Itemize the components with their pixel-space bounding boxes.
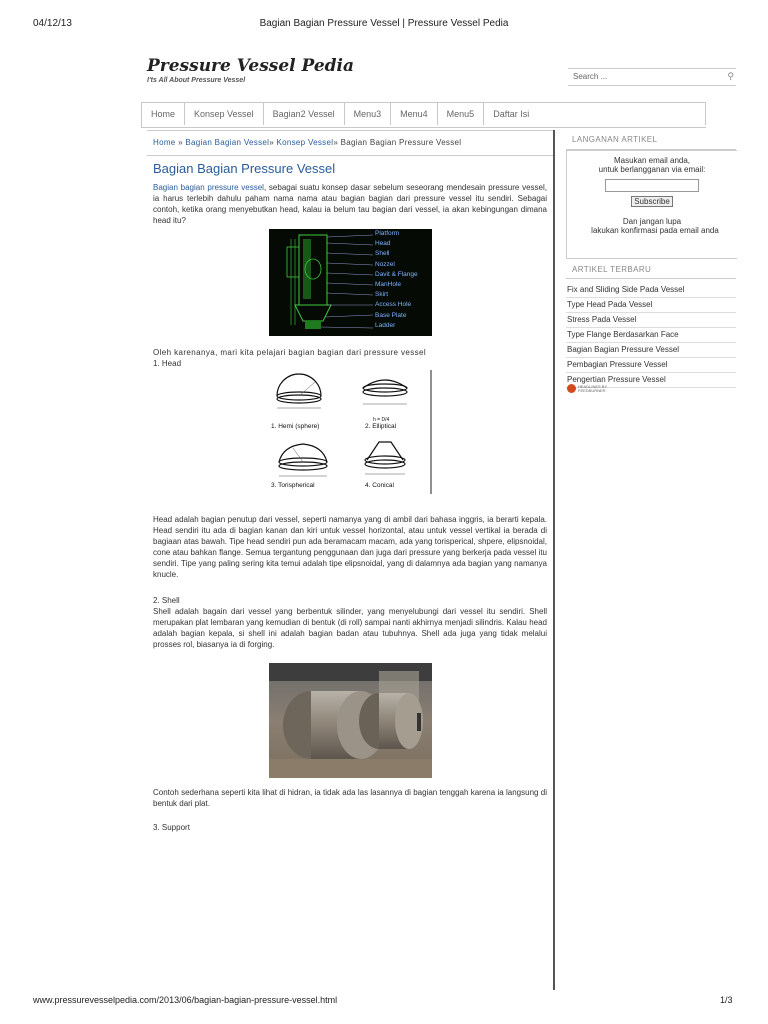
subscribe-header: LANGANAN ARTIKEL (572, 135, 658, 144)
label-nozzel: Nozzel (375, 260, 395, 268)
subscribe-note1: Dan jangan lupa (622, 217, 682, 226)
intro-link[interactable]: Bagian bagian pressure vessel (153, 183, 264, 192)
content-divider (553, 130, 555, 990)
intro-text: , sebagai suatu konsep dasar sebelum seseorang mendesain pressure vessel, ia harus terlebih dahulu paham nama nama atau bagian bagian dari pressure vessel itu sendiri. Sebagai contoh, ketika orang menyebutkan head, kalau ia belum tau bagian dari vessel, ia akan kebingungan dimana head itu? (153, 183, 547, 225)
recent-articles (566, 283, 736, 388)
label-ladder: Ladder (375, 321, 396, 329)
nav-bagian2-vessel[interactable]: Bagian2 Vessel (264, 103, 345, 125)
shell-photo (269, 663, 432, 778)
search-input[interactable] (568, 68, 736, 86)
breadcrumb-current: Bagian Bagian Pressure Vessel (340, 138, 462, 147)
post-title[interactable]: Bagian Bagian Pressure Vessel (153, 161, 336, 176)
head-types-diagram (263, 368, 433, 494)
site-title[interactable]: Pressure Vessel Pedia (147, 56, 355, 76)
head-type-torispherical: 3. Torispherical (271, 482, 315, 489)
heading-support: 3. Support (153, 823, 190, 832)
diagram-labels (375, 229, 418, 331)
subscribe-line1: Masukan email anda, (613, 156, 691, 165)
search-placeholder: Search ... (573, 72, 608, 81)
breadcrumb-konsep-vessel[interactable]: Konsep Vessel (276, 138, 334, 147)
main-nav (141, 102, 706, 128)
nav-konsep-vessel[interactable]: Konsep Vessel (185, 103, 264, 125)
breadcrumb-sep: » (333, 138, 339, 147)
head-paragraph: Head adalah bagian penutup dari vessel, seperti namanya yang di ambil dari bahasa inggris, ia berarti kepala. Head sendiri itu ada di bagian kanan dan kiri untuk vessel horizontal, atau untuk vessel vertikal ia berada di bagiaan atas bawah. Tipe head sendiri pun ada beramacam macam, ada yang torisperical, shpere, elipsnoidal, cone atau bahkan flange. Semua tergantung penggunaan dan juga dari pressure yang berkerja pada vessel itu sendiri. Tipe yang paling sering kita temui adalah tipe elipsnoidal, yang di dalamnya ada bagian yang namanya knucle. (153, 515, 547, 579)
heading-head: 1. Head (153, 359, 182, 368)
nav-menu5[interactable]: Menu5 (438, 103, 485, 125)
breadcrumb-home[interactable]: Home (153, 138, 176, 147)
feedburner-badge[interactable] (567, 384, 607, 393)
breadcrumb (153, 138, 461, 147)
subscribe-line2: untuk berlangganan via email: (598, 165, 706, 174)
nav-menu3[interactable]: Menu3 (345, 103, 392, 125)
article-link[interactable]: Type Head Pada Vessel (566, 298, 736, 313)
feedburner-icon (567, 384, 576, 393)
shell-paragraph: Shell adalah bagain dari vessel yang berbentuk silinder, yang menyelubungi dari vessel itu sendiri. Shell merupakan plat lembaran yang kemudian di bentuk (di roll) sampai nanti akhirnya menjadi silindris. Kalau head adalah bagian kepala, si shell ini adalah bagian badan atau tubuhnya. Shell ada juga yang tidak melalui prosses rol, biasanya ia di forging. (153, 607, 547, 649)
post-intro (153, 182, 547, 226)
email-field[interactable] (605, 179, 699, 192)
recent-widget-header (566, 260, 736, 279)
label-skirt: Skirt (375, 291, 388, 299)
search-icon[interactable]: ⚲ (727, 71, 734, 81)
label-manhole: ManHole (375, 281, 402, 289)
head-type-hemi: 1. Hemi (sphere) (271, 423, 320, 430)
print-title: Bagian Bagian Pressure Vessel | Pressure Vessel Pedia (259, 18, 509, 29)
article-link[interactable]: Bagian Bagian Pressure Vessel (566, 343, 736, 358)
breadcrumb-bagian-vessel[interactable]: Bagian Bagian Vessel (185, 138, 270, 147)
label-head: Head (375, 240, 391, 248)
head-type-conical: 4. Conical (365, 482, 394, 489)
label-base-plate: Base Plate (375, 311, 407, 319)
subscribe-widget (566, 150, 737, 259)
nav-home[interactable]: Home (142, 103, 185, 125)
label-access-hole: Access Hole (375, 301, 412, 309)
lead-text: Oleh karenanya, mari kita pelajari bagian bagian dari pressure vessel (153, 348, 427, 357)
head-type-elliptical: 2. Elliptical (365, 423, 397, 430)
breadcrumb-sep: » (269, 138, 274, 147)
print-date: 04/12/13 (33, 18, 72, 29)
label-davit: Davit & Flange (375, 270, 418, 278)
article-link[interactable]: Stress Pada Vessel (566, 313, 736, 328)
article-link[interactable]: Pengertian Pressure Vessel (566, 373, 736, 388)
breadcrumb-sep: » (178, 138, 183, 147)
label-shell: Shell (375, 250, 390, 258)
badge-top: HEADLINES BY (578, 383, 608, 389)
label-platform: Platform (375, 230, 400, 237)
article-link[interactable]: Fix and Sliding Side Pada Vessel (566, 283, 736, 298)
vessel-parts-diagram (269, 229, 432, 336)
subscribe-button[interactable]: Subscribe (631, 196, 673, 207)
heading-shell: 2. Shell (153, 596, 180, 605)
subscribe-widget-header (566, 130, 736, 150)
site-tagline: I'ts All About Pressure Vessel (147, 77, 246, 84)
nav-daftar-isi[interactable]: Daftar Isi (484, 103, 706, 125)
print-page: 1/3 (720, 995, 733, 1005)
article-link[interactable]: Type Flange Berdasarkan Face (566, 328, 736, 343)
photo-caption: Contoh sederhana seperti kita lihat di hidran, ia tidak ada las lasannya di bagian tenggah karena ia langsung di bentuk dari plat. (153, 788, 547, 808)
recent-header: ARTIKEL TERBARU (572, 265, 652, 274)
print-url: www.pressurevesselpedia.com/2013/06/bagian-bagian-pressure-vessel.html (33, 995, 338, 1005)
head-eq: h = D/4 (373, 417, 390, 423)
article-link[interactable]: Pembagian Pressure Vessel (566, 358, 736, 373)
subscribe-note2: lakukan konfirmasi pada email anda (591, 226, 719, 235)
nav-menu4[interactable]: Menu4 (391, 103, 438, 125)
badge-bottom: FEEDBURNER (578, 387, 606, 393)
